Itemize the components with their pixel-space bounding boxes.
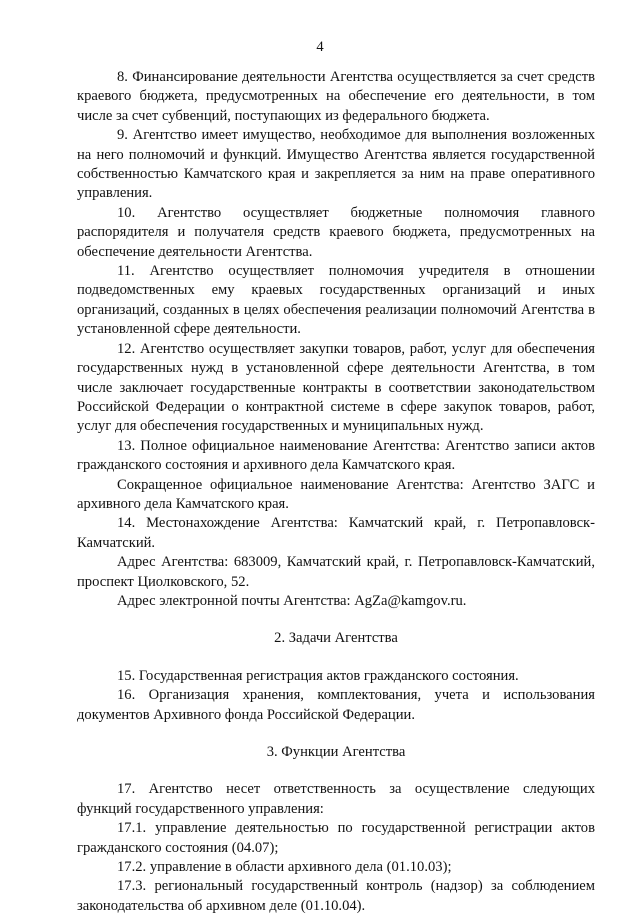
page-number: 4 (316, 39, 324, 55)
paragraph-16: 16. Организация хранения, комплектования, учета и использования документов Архивного фонда Российской Федерации. (77, 687, 595, 723)
paragraph-17-2: 17.2. управление в области архивного дела (01.10.03); (117, 859, 452, 876)
paragraph-12: 12. Агентство осуществляет закупки товаров, работ, услуг для обеспечения государственных нужд в установленной сфере деятельности Агентства, в том числе заключает государственные контракты в соответствии законодательством Российской Федерации о контрактной системе в сфере закупок товаров, работ, услуг для обеспечения государственных и муниципальных нужд. (77, 340, 595, 435)
paragraph-13-short-name: Сокращенное официальное наименование Агентства: Агентство ЗАГС и архивного дела Камчатского края. (77, 476, 595, 512)
paragraph-13-full-name: 13. Полное официальное наименование Агентства: Агентство записи актов гражданского состояния и архивного дела Камчатского края. (77, 437, 595, 474)
paragraph-17: 17. Агентство несет ответственность за осуществление следующих функций государственного управления: (77, 781, 595, 817)
section-2-heading: 2. Задачи Агентства (274, 630, 398, 647)
paragraph-10: 10. Агентство осуществляет бюджетные полномочия главного распорядителя и получателя средств краевого бюджета, предусмотренных на обеспечение деятельности Агентства. (77, 204, 595, 260)
paragraph-15: 15. Государственная регистрация актов гражданского состояния. (117, 667, 519, 684)
document-body (77, 68, 595, 916)
paragraph-17-3: 17.3. региональный государственный контроль (надзор) за соблюдением законодательства об архивном деле (01.10.04). (77, 878, 595, 914)
paragraph-8: 8. Финансирование деятельности Агентства осуществляется за счет средств краевого бюджета, предусмотренных на обеспечение его деятельности, в том числе за счет субвенций, поступающих из федерального бюджета. (77, 69, 595, 124)
section-3-heading: 3. Функции Агентства (266, 744, 406, 760)
paragraph-14-email: Адрес электронной почты Агентства: AgZa@kamgov.ru. (117, 592, 467, 609)
paragraph-14-address: Адрес Агентства: 683009, Камчатский край, г. Петропавловск-Камчатский, проспект Циолковского, 52. (77, 554, 595, 590)
paragraph-11: 11. Агентство осуществляет полномочия учредителя в отношении подведомственных ему краевых государственных организаций и иных организаций, созданных в целях обеспечения реализации полномочий Агентства в установленной сфере деятельности. (77, 263, 595, 338)
paragraph-9: 9. Агентство имеет имущество, необходимое для выполнения возложенных на него полномочий и функций. Имущество Агентства является государственной собственностью Камчатского края и закрепляется за ним на праве оперативного управления. (77, 127, 595, 202)
paragraph-17-1: 17.1. управление деятельностью по государственной регистрации актов гражданского состояния (04.07); (77, 820, 595, 856)
paragraph-14-location: 14. Местонахождение Агентства: Камчатский край, г. Петропавловск-Камчатский. (77, 515, 595, 551)
